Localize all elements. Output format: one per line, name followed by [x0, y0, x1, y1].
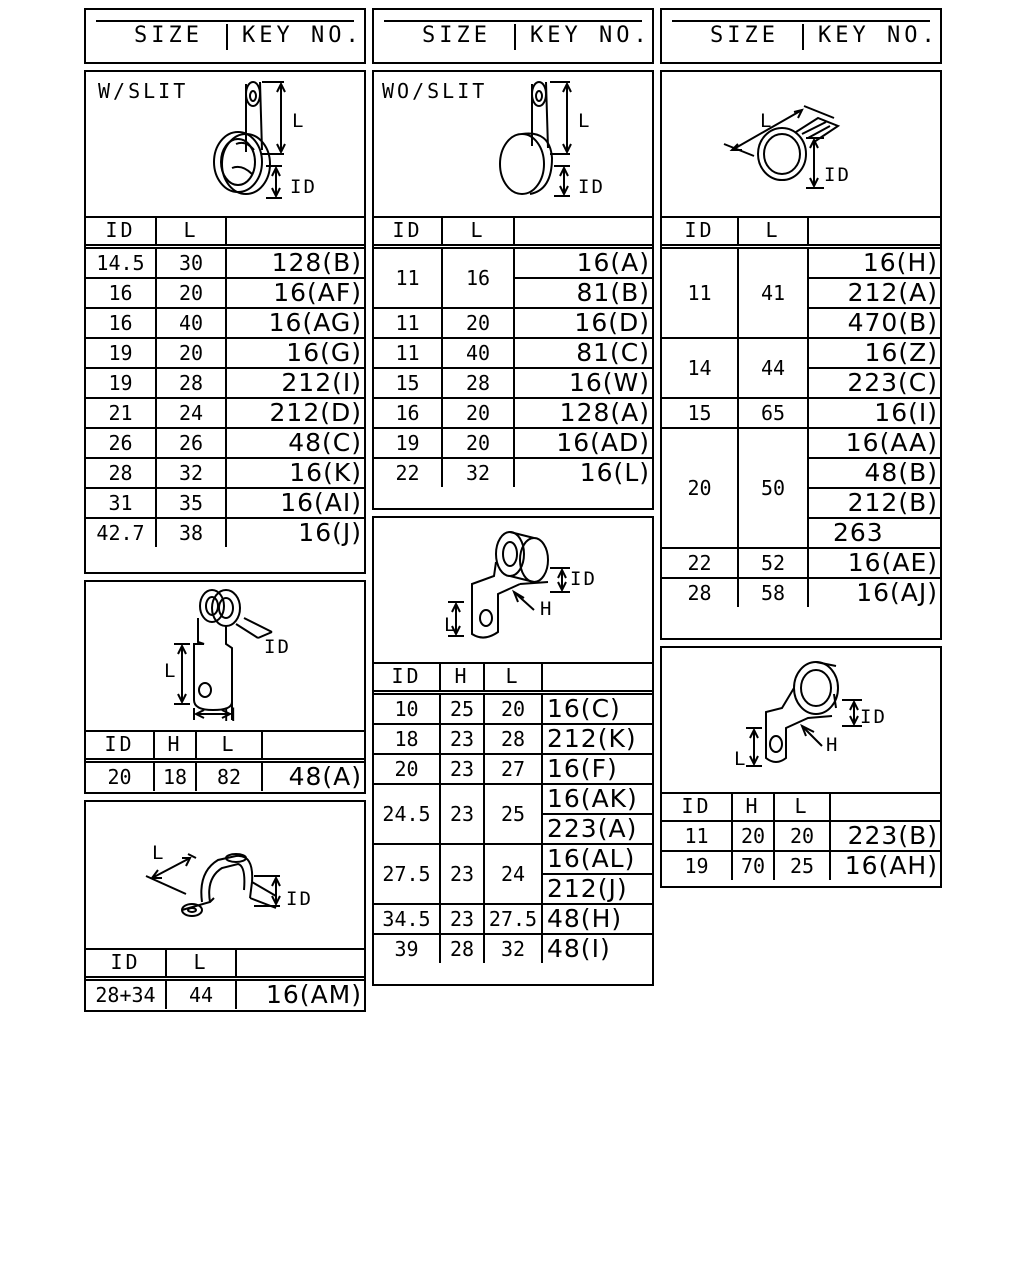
- size-label: SIZE: [710, 23, 779, 48]
- size-cell: 21: [86, 398, 156, 428]
- col-l: L: [484, 662, 542, 693]
- col-l: L: [774, 792, 830, 821]
- size-cell: 11: [374, 338, 442, 368]
- table-row: [86, 368, 366, 398]
- size-cell: 18: [154, 761, 196, 792]
- size-cell: 25: [774, 851, 830, 880]
- key-no-cell: 223(B): [830, 821, 942, 851]
- size-cell: 70: [732, 851, 774, 880]
- size-cell: 22: [662, 548, 738, 578]
- double-clamp-figure: [86, 802, 364, 950]
- table-row: [86, 428, 366, 458]
- size-cell: 16: [442, 247, 514, 309]
- size-cell: 20: [374, 754, 440, 784]
- col-l: L: [166, 948, 236, 979]
- table-row: [662, 548, 942, 578]
- size-cell: 19: [86, 338, 156, 368]
- size-cell: 27: [484, 754, 542, 784]
- size-cell: 28: [484, 724, 542, 754]
- dim-l-label: L: [164, 660, 178, 682]
- offset-clamp-2-drawing: [374, 518, 652, 662]
- dim-id-label: ID: [286, 888, 313, 910]
- size-cell: 20: [86, 761, 154, 792]
- size-cell: 40: [442, 338, 514, 368]
- table-row: [374, 428, 654, 458]
- dim-id-label: ID: [290, 176, 317, 198]
- table-row: [86, 488, 366, 518]
- size-cell: 11: [374, 247, 442, 309]
- offset-clamp-3-drawing: [662, 648, 940, 792]
- col-l: L: [196, 730, 262, 761]
- table-row: [662, 578, 942, 607]
- size-cell: 10: [374, 693, 440, 725]
- table-row: [86, 308, 366, 338]
- key-no-cell: 16(F): [542, 754, 654, 784]
- key-no-cell: 16(G): [226, 338, 366, 368]
- table-row: [374, 308, 654, 338]
- size-cell: 28+34: [86, 979, 166, 1010]
- key-no-cell: 470(B): [808, 308, 942, 338]
- size-cell: 23: [440, 724, 484, 754]
- panel-double-clamp: [84, 800, 366, 1012]
- size-cell: 16: [86, 308, 156, 338]
- col-id: ID: [86, 948, 166, 979]
- key-no-cell: 48(B): [808, 458, 942, 488]
- key-no-cell: 16(AK): [542, 784, 654, 814]
- size-cell: 20: [442, 428, 514, 458]
- col-id: ID: [86, 216, 156, 247]
- size-cell: 14.5: [86, 247, 156, 279]
- size-cell: 20: [774, 821, 830, 851]
- dim-l-label: L: [578, 110, 592, 132]
- col-id: ID: [374, 662, 440, 693]
- wslit-clamp-drawing: [86, 72, 364, 216]
- table-row: [86, 761, 366, 792]
- size-cell: 20: [156, 338, 226, 368]
- key-no-cell: 212(B): [808, 488, 942, 518]
- size-cell: 16: [86, 278, 156, 308]
- wslit-title: W/SLIT: [98, 79, 189, 103]
- flat-clamp-figure: [662, 72, 940, 218]
- offset-clamp-figure: [86, 582, 364, 732]
- key-no-cell: 212(J): [542, 874, 654, 904]
- size-cell: 14: [662, 338, 738, 398]
- table-row: [662, 338, 942, 368]
- col-id: ID: [662, 216, 738, 247]
- size-cell: 24.5: [374, 784, 440, 844]
- size-cell: 38: [156, 518, 226, 547]
- key-no-cell: 212(D): [226, 398, 366, 428]
- dim-l-label: L: [292, 110, 306, 132]
- size-cell: 24: [156, 398, 226, 428]
- size-cell: 20: [156, 278, 226, 308]
- size-cell: 44: [738, 338, 808, 398]
- table-row: [86, 247, 366, 279]
- size-cell: 11: [662, 247, 738, 339]
- table-row: [374, 398, 654, 428]
- key-no-cell: 212(A): [808, 278, 942, 308]
- table-row: [374, 724, 654, 754]
- table-row: [374, 368, 654, 398]
- table-row: [86, 518, 366, 547]
- key-no-cell: 16(AJ): [808, 578, 942, 607]
- size-cell: 23: [440, 754, 484, 784]
- size-cell: 11: [374, 308, 442, 338]
- table-row: [662, 398, 942, 428]
- table-row: [374, 247, 654, 279]
- key-no-cell: 81(C): [514, 338, 654, 368]
- col-id: ID: [662, 792, 732, 821]
- table-row: [86, 979, 366, 1010]
- size-cell: 40: [156, 308, 226, 338]
- size-cell: 15: [662, 398, 738, 428]
- panel-wslit-clamp: [84, 70, 366, 574]
- key-no-cell: 16(AF): [226, 278, 366, 308]
- size-cell: 82: [196, 761, 262, 792]
- size-cell: 52: [738, 548, 808, 578]
- size-cell: 28: [156, 368, 226, 398]
- key-no-cell: 48(H): [542, 904, 654, 934]
- col-l: L: [156, 216, 226, 247]
- size-cell: 23: [440, 784, 484, 844]
- size-label: SIZE: [134, 23, 203, 48]
- double-clamp-table: [86, 948, 366, 1009]
- size-cell: 16: [374, 398, 442, 428]
- dim-id-label: ID: [824, 164, 851, 186]
- col-h: H: [154, 730, 196, 761]
- dim-h-label: H: [224, 704, 238, 726]
- size-cell: 24: [484, 844, 542, 904]
- table-row: [374, 934, 654, 963]
- key-no-cell: 16(AA): [808, 428, 942, 458]
- dim-id-label: ID: [264, 636, 291, 658]
- header-col3: [660, 8, 942, 64]
- size-cell: 58: [738, 578, 808, 607]
- dim-h-label: H: [540, 598, 554, 620]
- key-no-cell: 16(AG): [226, 308, 366, 338]
- col-l: L: [738, 216, 808, 247]
- woslit-title: WO/SLIT: [382, 79, 488, 103]
- size-cell: 30: [156, 247, 226, 279]
- offset-clamp-3-table: [662, 792, 942, 880]
- size-cell: 20: [442, 308, 514, 338]
- size-label: SIZE: [422, 23, 491, 48]
- table-row: [86, 398, 366, 428]
- key-no-cell: 81(B): [514, 278, 654, 308]
- size-cell: 22: [374, 458, 442, 487]
- key-no-cell: 16(A): [514, 247, 654, 279]
- col-h: H: [440, 662, 484, 693]
- panel-offset-clamp-3: [660, 646, 942, 888]
- table-row: [662, 247, 942, 279]
- offset-clamp-2-table: [374, 662, 654, 963]
- header-col1: [84, 8, 366, 64]
- table-row: [662, 428, 942, 458]
- key-no-cell: 16(AL): [542, 844, 654, 874]
- panel-offset-clamp-2: [372, 516, 654, 986]
- size-cell: 18: [374, 724, 440, 754]
- size-cell: 20: [662, 428, 738, 548]
- key-no-cell: 48(A): [262, 761, 366, 792]
- table-row: [86, 338, 366, 368]
- size-cell: 28: [442, 368, 514, 398]
- key-no-label: KEY NO.: [242, 23, 363, 48]
- key-no-cell: 16(AH): [830, 851, 942, 880]
- col-h: H: [732, 792, 774, 821]
- wslit-table: [86, 216, 366, 547]
- table-row: [374, 754, 654, 784]
- table-row: [374, 338, 654, 368]
- size-cell: 31: [86, 488, 156, 518]
- size-cell: 15: [374, 368, 442, 398]
- key-no-cell: 223(A): [542, 814, 654, 844]
- size-cell: 35: [156, 488, 226, 518]
- size-cell: 32: [156, 458, 226, 488]
- dim-h-label: H: [826, 734, 840, 756]
- key-no-cell: 128(B): [226, 247, 366, 279]
- key-no-cell: 212(I): [226, 368, 366, 398]
- panel-woslit-clamp: [372, 70, 654, 510]
- double-clamp-drawing: [86, 802, 364, 948]
- size-cell: 39: [374, 934, 440, 963]
- size-cell: 19: [86, 368, 156, 398]
- size-cell: 34.5: [374, 904, 440, 934]
- table-row: [374, 458, 654, 487]
- key-no-cell: 263: [808, 518, 942, 548]
- offset-clamp-table: [86, 730, 366, 791]
- key-no-label: KEY NO.: [818, 23, 939, 48]
- dim-l-label: L: [734, 748, 748, 770]
- key-no-cell: 16(J): [226, 518, 366, 547]
- table-row: [662, 821, 942, 851]
- table-row: [86, 278, 366, 308]
- flat-clamp-drawing: [662, 72, 940, 216]
- table-row: [374, 693, 654, 725]
- size-cell: 27.5: [374, 844, 440, 904]
- panel-offset-clamp: [84, 580, 366, 794]
- col-id: ID: [86, 730, 154, 761]
- size-cell: 42.7: [86, 518, 156, 547]
- size-cell: 25: [484, 784, 542, 844]
- size-cell: 25: [440, 693, 484, 725]
- woslit-figure: [374, 72, 652, 218]
- key-no-cell: 16(H): [808, 247, 942, 279]
- key-no-cell: 48(I): [542, 934, 654, 963]
- key-no-cell: 16(K): [226, 458, 366, 488]
- size-cell: 19: [662, 851, 732, 880]
- offset-clamp-3-figure: [662, 648, 940, 794]
- key-no-cell: 16(AI): [226, 488, 366, 518]
- size-cell: 50: [738, 428, 808, 548]
- key-no-cell: 16(Z): [808, 338, 942, 368]
- size-cell: 27.5: [484, 904, 542, 934]
- key-no-cell: 16(AM): [236, 979, 366, 1010]
- size-cell: 32: [484, 934, 542, 963]
- size-cell: 23: [440, 844, 484, 904]
- woslit-clamp-drawing: [374, 72, 652, 216]
- flat-clamp-table: [662, 216, 942, 607]
- size-cell: 26: [156, 428, 226, 458]
- size-cell: 28: [86, 458, 156, 488]
- dim-l-label: L: [760, 110, 774, 132]
- dim-id-label: ID: [860, 706, 887, 728]
- table-row: [374, 904, 654, 934]
- dim-id-label: ID: [578, 176, 605, 198]
- dim-l-label: L: [152, 842, 166, 864]
- key-no-cell: 16(AD): [514, 428, 654, 458]
- size-cell: 41: [738, 247, 808, 339]
- size-cell: 65: [738, 398, 808, 428]
- size-cell: 26: [86, 428, 156, 458]
- offset-clamp-2-figure: [374, 518, 652, 664]
- key-no-cell: 48(C): [226, 428, 366, 458]
- size-cell: 20: [442, 398, 514, 428]
- size-cell: 28: [440, 934, 484, 963]
- key-no-cell: 212(K): [542, 724, 654, 754]
- key-no-cell: 16(I): [808, 398, 942, 428]
- size-cell: 32: [442, 458, 514, 487]
- size-cell: 20: [484, 693, 542, 725]
- size-cell: 11: [662, 821, 732, 851]
- table-row: [374, 844, 654, 874]
- table-row: [374, 784, 654, 814]
- header-col2: [372, 8, 654, 64]
- panel-flat-clamp: [660, 70, 942, 640]
- size-cell: 28: [662, 578, 738, 607]
- col-l: L: [442, 216, 514, 247]
- key-no-cell: 16(AE): [808, 548, 942, 578]
- size-cell: 23: [440, 904, 484, 934]
- key-no-cell: 16(W): [514, 368, 654, 398]
- woslit-table: [374, 216, 654, 487]
- key-no-cell: 223(C): [808, 368, 942, 398]
- size-cell: 20: [732, 821, 774, 851]
- dim-l-label: L: [444, 614, 458, 636]
- key-no-label: KEY NO.: [530, 23, 651, 48]
- key-no-cell: 128(A): [514, 398, 654, 428]
- table-row: [662, 851, 942, 880]
- dim-id-label: ID: [570, 568, 597, 590]
- key-no-cell: 16(C): [542, 693, 654, 725]
- key-no-cell: 16(D): [514, 308, 654, 338]
- col-id: ID: [374, 216, 442, 247]
- wslit-figure: [86, 72, 364, 218]
- key-no-cell: 16(L): [514, 458, 654, 487]
- table-row: [86, 458, 366, 488]
- size-cell: 44: [166, 979, 236, 1010]
- size-cell: 19: [374, 428, 442, 458]
